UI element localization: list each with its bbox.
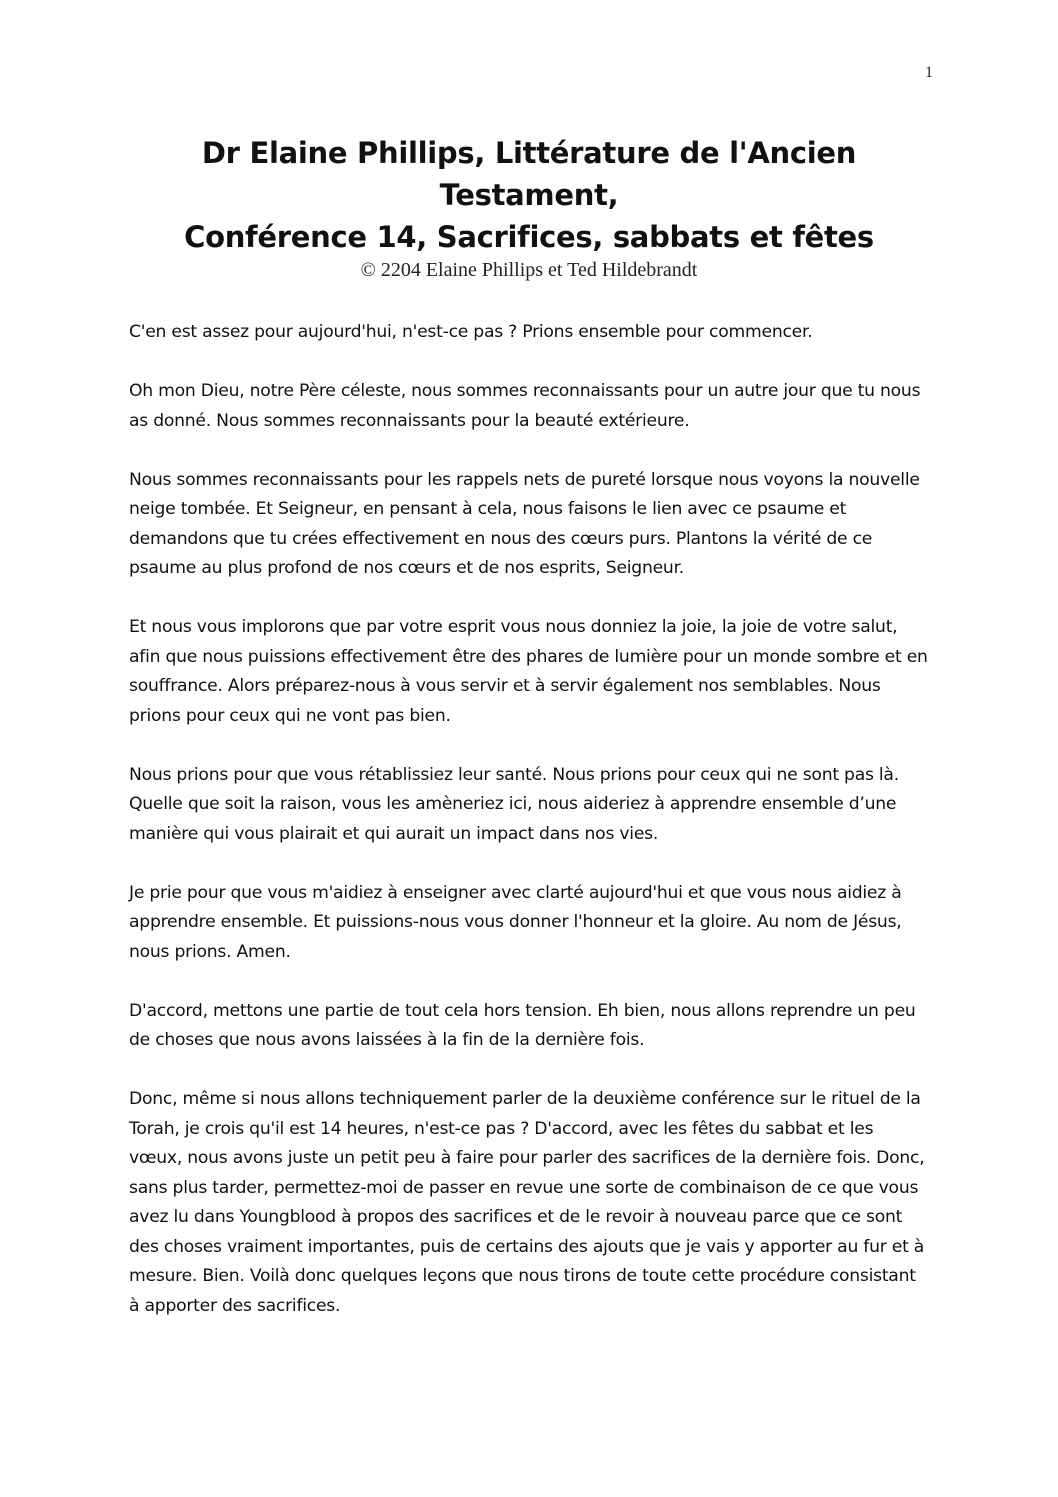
paragraph-1: C'en est assez pour aujourd'hui, n'est-ce pas ? Prions ensemble pour commencer. bbox=[129, 322, 813, 342]
paragraph-2: Oh mon Dieu, notre Père céleste, nous sommes reconnaissants pour un autre jour que tu nous as donné. Nous sommes reconnaissants pour la beauté extérieure. bbox=[129, 381, 921, 431]
paragraph-8: Donc, même si nous allons techniquement parler de la deuxième conférence sur le rituel de la Torah, je crois qu'il est 14 heures, n'est-ce pas ? D'accord, avec les fêtes du sabbat et les vœux, nous avons juste un petit peu à faire pour parler des sacrifices de la dernière fois. Donc, sans plus tarder, permettez-moi de passer en revue une sorte de combinaison de ce que vous avez lu dans Youngblood à propos des sacrifices et de le revoir à nouveau parce que ce sont des choses vraiment importantes, puis de certains des ajouts que je vais y apporter au fur et à mesure. Bien. Voilà donc quelques leçons que nous tirons de toute cette procédure consistant à apporter des sacrifices. bbox=[129, 1089, 925, 1316]
paragraph-4: Et nous vous implorons que par votre esprit vous nous donniez la joie, la joie de votre salut, afin que nous puissions effectivement être des phares de lumière pour un monde sombre et en souffrance. Alors préparez-nous à vous servir et à servir également nos semblables. Nous prions pour ceux qui ne vont pas bien. bbox=[129, 617, 928, 726]
paragraph-6: Je prie pour que vous m'aidiez à enseigner avec clarté aujourd'hui et que vous nous aidiez à apprendre ensemble. Et puissions-nous vous donner l'honneur et la gloire. Au nom de Jésus, nous prions. Amen. bbox=[129, 882, 902, 962]
paragraph-5: Nous prions pour que vous rétablissiez leur santé. Nous prions pour ceux qui ne sont pas là. Quelle que soit la raison, vous les amèneriez ici, nous aideriez à apprendre ensemble d’une manière qui vous plairait et qui aurait un impact dans nos vies. bbox=[129, 764, 899, 844]
copyright-notice: © 2204 Elaine Phillips et Ted Hildebrandt bbox=[360, 259, 698, 281]
page-number: 1 bbox=[925, 64, 933, 81]
paragraph-7: D'accord, mettons une partie de tout cela hors tension. Eh bien, nous allons reprendre un peu de choses que nous avons laissées à la fin de la dernière fois. bbox=[129, 1000, 916, 1050]
paragraph-3: Nous sommes reconnaissants pour les rappels nets de pureté lorsque nous voyons la nouvelle neige tombée. Et Seigneur, en pensant à cela, nous faisons le lien avec ce psaume et demandons que tu crées effectivement en nous des cœurs purs. Plantons la vérité de ce psaume au plus profond de nos cœurs et de nos esprits, Seigneur. bbox=[129, 469, 920, 578]
document-title-line-2: Testament, bbox=[439, 178, 619, 212]
document-body bbox=[129, 318, 929, 1351]
document-title-line-3: Conférence 14, Sacrifices, sabbats et fêtes bbox=[184, 220, 874, 254]
document-title-line-1: Dr Elaine Phillips, Littérature de l'Ancien bbox=[201, 136, 857, 170]
document-header bbox=[0, 132, 1058, 282]
